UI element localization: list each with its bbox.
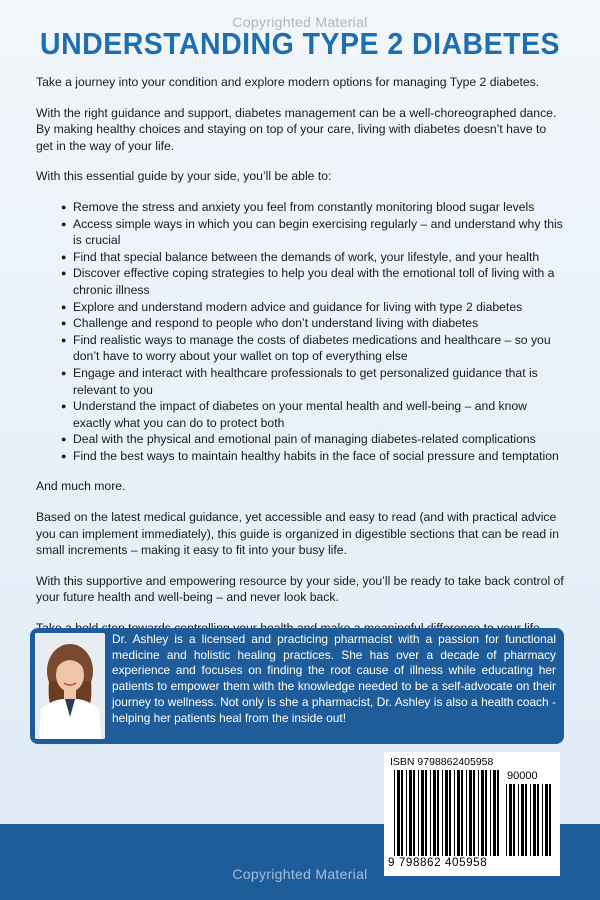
list-item: ● Find realistic ways to manage the costs of diabetes medications and healthcare – so you don’t have to worry about your wallet on top of everything else xyxy=(62,332,564,365)
list-item: ● Engage and interact with healthcare professionals to get personalized guidance that is relevant to you xyxy=(62,365,564,398)
price-code: 90000 xyxy=(507,770,538,782)
author-portrait-icon xyxy=(35,633,105,739)
list-item: ● Find the best ways to maintain healthy habits in the face of social pressure and temptation xyxy=(62,448,564,465)
isbn-barcode xyxy=(384,752,560,876)
isbn-digits: 9 798862 405958 xyxy=(388,856,488,869)
list-item: ● Find that special balance between the demands of work, your lifestyle, and your health xyxy=(62,249,564,266)
author-bio-box xyxy=(30,628,564,744)
isbn-label: ISBN 9798862405958 xyxy=(390,756,494,768)
list-item: ● Understand the impact of diabetes on your mental health and well-being – and know exactly what you can do to protect both xyxy=(62,398,564,431)
intro-paragraph: Take a journey into your condition and explore modern options for managing Type 2 diabetes. xyxy=(36,75,540,89)
list-item: ● Remove the stress and anxiety you feel from constantly monitoring blood sugar levels xyxy=(62,199,564,216)
paragraph-2: With this essential guide by your side, you’ll be able to: xyxy=(36,169,332,184)
author-bio-text: Dr. Ashley is a licensed and practicing pharmacist with a passion for functional medicine and holistic healing practices. She has over a decade of pharmacy experience and focuses on finding the root cause of illness while educating her patients to empower them with the knowledge needed to be a self-advocate on their journey to wellness. Not only is she a pharmacist, Dr. Ashley is also a health coach - helping her patients heal from the inside out! xyxy=(112,632,556,725)
list-item: ● Access simple ways in which you can begin exercising regularly – and understand why this is crucial xyxy=(62,216,564,249)
list-item: ● Discover effective coping strategies to help you deal with the emotional toll of living with a chronic illness xyxy=(62,265,564,298)
watermark-bottom: Copyrighted Material xyxy=(232,866,368,882)
description-body xyxy=(36,74,564,651)
list-item: ● Explore and understand modern advice and guidance for living with type 2 diabetes xyxy=(62,299,564,316)
paragraph-5: With this supportive and empowering resource by your side, you’ll be ready to take back control of your future health and well-being – and never look back. xyxy=(36,573,564,605)
watermark-top: Copyrighted Material xyxy=(232,14,368,30)
page-title: UNDERSTANDING TYPE 2 DIABETES xyxy=(40,26,560,61)
paragraph-3: And much more. xyxy=(36,479,126,494)
benefits-list xyxy=(36,199,564,465)
list-item: ● Deal with the physical and emotional pain of managing diabetes-related complications xyxy=(62,431,564,448)
paragraph-1: With the right guidance and support, diabetes management can be a well-choreographed dance. By making healthy choices and staying on top of your care, living with diabetes doesn’t have to get in the way of your life. xyxy=(36,105,557,153)
list-item: ● Challenge and respond to people who don’t understand living with diabetes xyxy=(62,315,564,332)
paragraph-4: Based on the latest medical guidance, yet accessible and easy to read (and with practical advice you can implement immediately), this guide is organized in digestible sections that can be read in small increments – making it easy to fit into your busy life. xyxy=(36,510,559,558)
author-photo xyxy=(35,633,105,739)
